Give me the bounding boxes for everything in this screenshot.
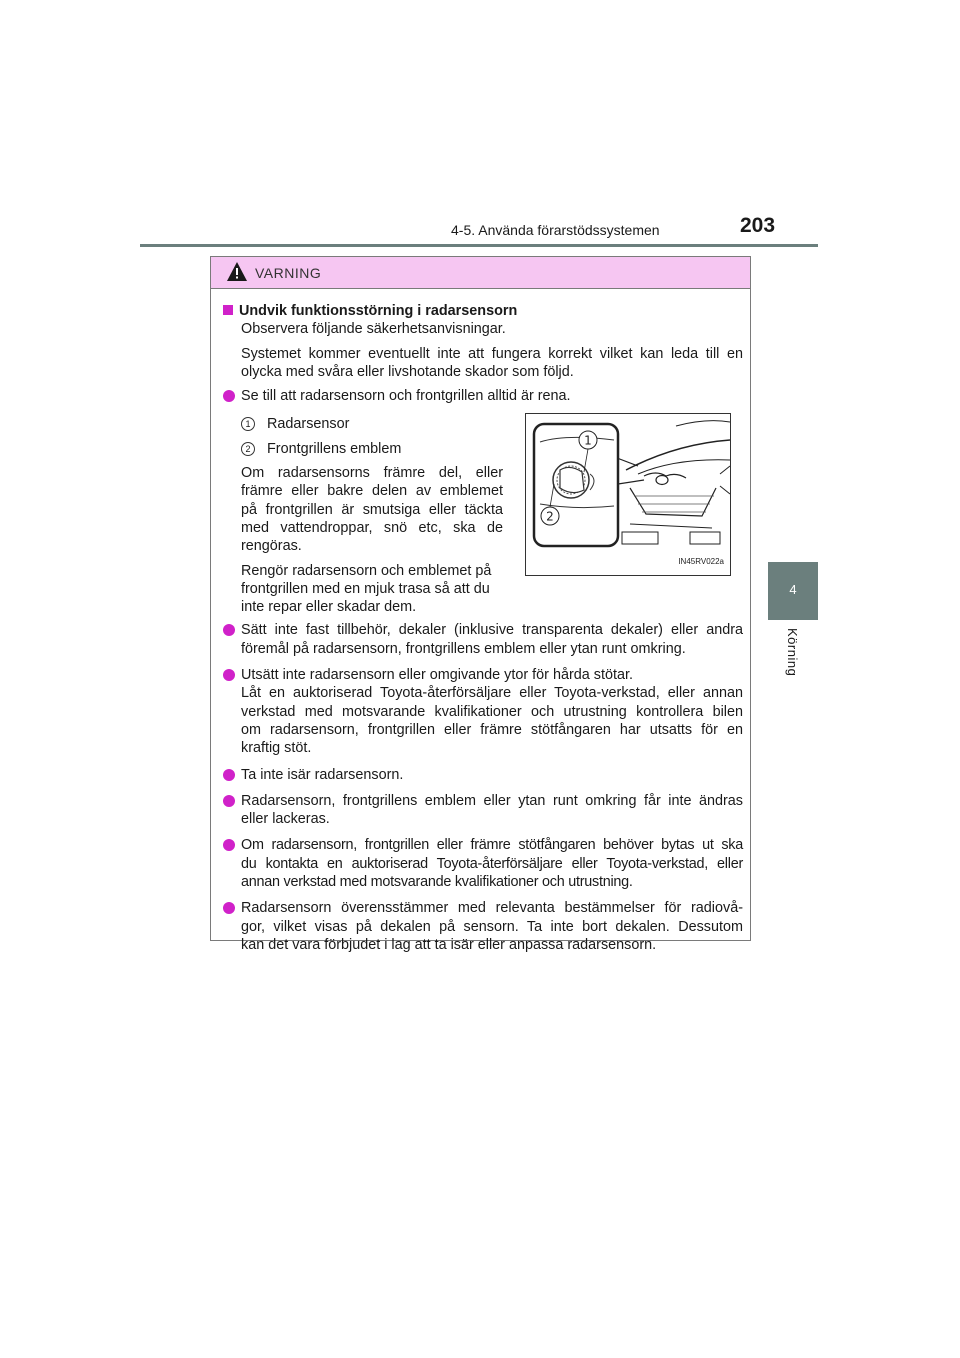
figure-row	[223, 405, 743, 621]
callout-2: 2 Frontgrillens emblem	[241, 440, 503, 458]
callout-number-icon: 2	[241, 442, 255, 456]
figure-code: IN45RV022a	[678, 557, 724, 567]
warning-triangle-icon	[226, 261, 248, 283]
figure-paragraph-line: rengöras.	[241, 538, 302, 555]
intro-text: Observera följande säkerhetsanvisningar.	[241, 321, 506, 338]
warning-header	[211, 257, 750, 289]
warning-content	[223, 302, 743, 954]
bullet-dot-icon	[223, 795, 235, 807]
car-front-drawing	[526, 414, 730, 575]
figure-paragraph-line: Rengör radarsensorn och emblemet på	[241, 562, 492, 579]
list-item: Utsätt inte radarsensorn eller omgivande ytor för hårda stötar. Låt en auktoriserad Toyota-återförsäljare eller Toyota-verkstad, eller annan verkstad med motsvarande kvalifikationer och utrustning kontrollera bilen om radarsensorn, frontgrillen eller främre stötfångaren har utsatts för en kraftig stöt.	[223, 666, 743, 757]
square-bullet-icon	[223, 305, 233, 315]
bullet-dot-icon	[223, 669, 235, 681]
list-item: Sätt inte fast tillbehör, dekaler (inklusive transparenta dekaler) eller andra föremål på radarsensorn, frontgrillens emblem eller ytan runt omkring.	[223, 621, 743, 658]
figure-paragraph-line: inte repar eller skadar dem.	[241, 599, 417, 616]
intro2-line: olycka med svåra eller livshotande skador som följd.	[241, 363, 574, 380]
figure-paragraph-line: främre eller bakre delen av emblemet	[241, 483, 503, 500]
figure-paragraph-line: Om radarsensorns främre del, eller	[241, 465, 503, 482]
bullet-dot-icon	[223, 902, 235, 914]
svg-text:2: 2	[546, 509, 554, 524]
list-item: Radarsensorn överensstämmer med relevanta bestämmelser för radiovå- gor, vilket visas på dekalen på sensorn. Ta inte bort dekalen. Dessutom kan det vara förbjudet i lag att ta isär eller anpassa radarsensorn.	[223, 899, 743, 954]
figure-paragraph-line: med vattendroppar, snö etc, ska de	[241, 519, 503, 536]
bullet-dot-icon	[223, 624, 235, 636]
chapter-label: Körning	[785, 628, 800, 677]
warning-title: VARNING	[255, 265, 322, 281]
list-item: Ta inte isär radarsensorn.	[223, 766, 743, 784]
callout-1: 1 Radarsensor	[241, 415, 503, 433]
chapter-tab[interactable]	[768, 562, 818, 620]
warning-heading: Undvik funktionsstörning i radarsensorn	[223, 302, 743, 320]
bullet-dot-icon	[223, 769, 235, 781]
figure-paragraph-line: på frontgrillen är smutsiga eller täckta	[241, 501, 503, 518]
bullet-dot-icon	[223, 839, 235, 851]
section-title: 4-5. Använda förarstödssystemen	[451, 222, 660, 238]
intro2-line: Systemet kommer eventuellt inte att fungera korrekt vilket kan leda till en	[241, 345, 743, 362]
figure-text	[241, 405, 503, 616]
svg-text:1: 1	[584, 433, 592, 448]
list-item: Radarsensorn, frontgrillens emblem eller ytan runt omkring får inte ändras eller lackeras.	[223, 792, 743, 829]
list-item: Se till att radarsensorn och frontgrillen alltid är rena.	[223, 387, 743, 405]
chapter-number: 4	[789, 582, 797, 597]
warning-box	[210, 256, 751, 953]
radar-sensor-illustration	[525, 413, 731, 576]
callout-number-icon: 1	[241, 417, 255, 431]
header-divider	[140, 244, 818, 247]
bullet-dot-icon	[223, 390, 235, 402]
list-item: Om radarsensorn, frontgrillen eller främre stötfångaren behöver bytas ut ska du kontakta en auktoriserad Toyota-återförsäljare eller Toyota-verkstad, eller annan verkstad med motsvarande kvalifikationer och utrustning.	[223, 836, 743, 891]
page-number: 203	[740, 214, 776, 237]
figure-paragraph-line: frontgrillen med en mjuk trasa så att du	[241, 580, 490, 597]
